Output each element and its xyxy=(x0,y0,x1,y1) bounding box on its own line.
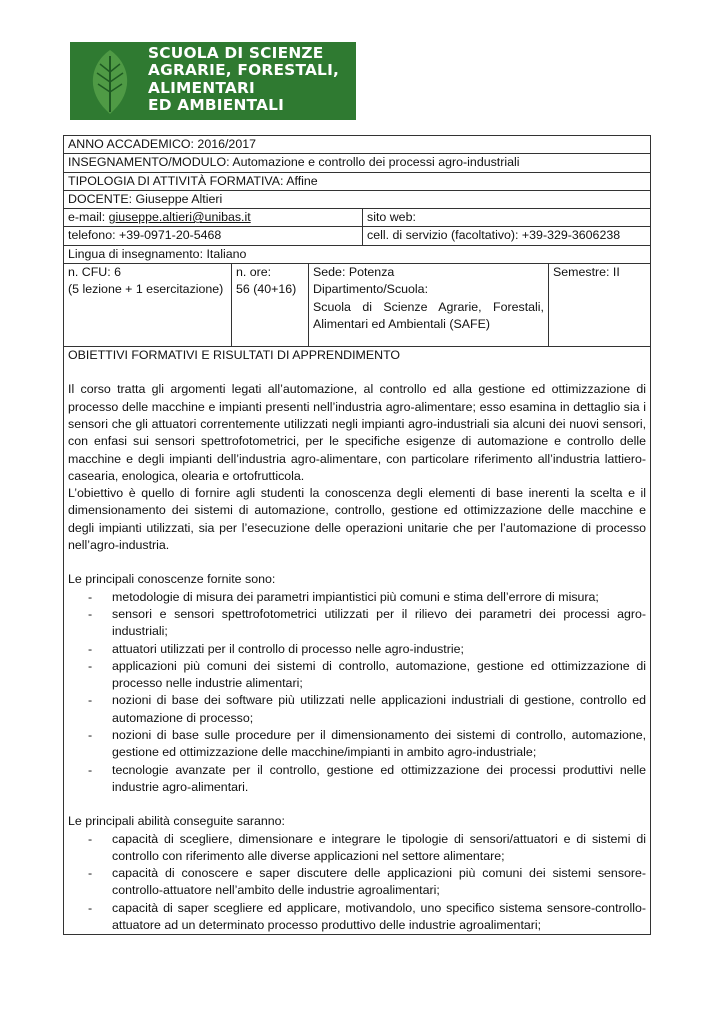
logo-line: SCUOLA DI SCIENZE xyxy=(148,44,324,62)
obiettivi-section xyxy=(64,347,651,935)
list-item: - capacità di scegliere, dimensionare e integrare le tipologie di sensori/attuatori e di sistemi di controllo con riferimento alle diverse applicazioni nel settore alimentare; xyxy=(112,831,646,866)
cfu-cell xyxy=(64,264,232,347)
section-heading: OBIETTIVI FORMATIVI E RISULTATI DI APPRENDIMENTO xyxy=(68,348,401,363)
semestre: Semestre: II xyxy=(549,264,651,347)
sede: Sede: Potenza xyxy=(313,265,395,280)
tipologia: TIPOLOGIA DI ATTIVITÀ FORMATIVA: Affine xyxy=(64,172,651,190)
docente: DOCENTE: Giuseppe Altieri xyxy=(64,190,651,208)
email-label: e-mail: xyxy=(68,210,109,225)
course-info-table xyxy=(63,135,651,935)
scuola: Scuola di Scienze Agrarie, Forestali, Alimentari ed Ambientali (SAFE) xyxy=(313,299,544,331)
dipartimento: Dipartimento/Scuola: xyxy=(313,282,429,297)
list-item: - nozioni di base dei software più utilizzati nelle applicazioni industriali di gestione, controllo ed automazione di processo; xyxy=(112,692,646,727)
list-item: - applicazioni più comuni dei sistemi di controllo, automazione, gestione ed ottimizzazione di processo nelle industrie alimentari; xyxy=(112,658,646,693)
logo-line: ALIMENTARI xyxy=(148,78,255,97)
list-item: - tecnologie avanzate per il controllo, gestione ed ottimizzazione dei processi produttivi nelle industrie agro-alimentari. xyxy=(112,762,646,797)
abilita-list xyxy=(68,831,646,935)
logo-text xyxy=(148,45,339,115)
conoscenze-intro: Le principali conoscenze fornite sono: xyxy=(68,572,276,587)
email-link[interactable]: giuseppe.altieri@unibas.it xyxy=(108,210,251,225)
ore-detail: 56 (40+16) xyxy=(236,282,297,297)
list-item: - nozioni di base sulle procedure per il dimensionamento dei sistemi di controllo, automazione, gestione ed ottimizzazione delle macchine/impianti in ambito agro-industriale; xyxy=(112,727,646,762)
lingua: Lingua di insegnamento: Italiano xyxy=(64,245,651,263)
paragraph: Il corso tratta gli argomenti legati all’automazione, al controllo ed alla gestione ed ottimizzazione di processo delle macchine e impianti presenti nell’industria agro-alimentare; esso esamina in dettaglio sia i sensori che gli attuatori correntemente utilizzati negli impianti agro-industriali sia alcuni dei nuovi sensori, con enfasi sui sensori spettrofotometrici, per le specifiche esigenze di automazione e controllo delle macchine e degli impianti dell’industria agro-alimentare, con particolare riferimento all’industria lattiero-casearia, enologica, olearia e ortofrutticola. xyxy=(68,382,647,483)
sito-web: sito web: xyxy=(363,209,651,227)
ore-cell xyxy=(232,264,309,347)
telefono: telefono: +39-0971-20-5468 xyxy=(64,227,363,245)
cfu-detail: (5 lezione + 1 esercitazione) xyxy=(68,282,224,297)
cfu: n. CFU: 6 xyxy=(68,265,122,280)
list-item: - capacità di conoscere e saper discutere delle applicazioni più comuni dei sistemi sensore-controllo-attuatore nell’ambito delle industrie agroalimentari; xyxy=(112,865,646,900)
conoscenze-list xyxy=(68,589,646,797)
email-cell xyxy=(64,209,363,227)
ore: n. ore: xyxy=(236,265,272,280)
abilita-intro: Le principali abilità conseguite saranno: xyxy=(68,814,285,829)
leaf-icon xyxy=(80,46,140,116)
logo-line: ED AMBIENTALI xyxy=(148,96,285,115)
list-item: - attuatori utilizzati per il controllo di processo nelle agro-industrie; xyxy=(112,641,646,658)
list-item: - sensori e sensori spettrofotometrici utilizzati per il rilievo dei parametri dei processi agro-industriali; xyxy=(112,606,646,641)
sede-cell xyxy=(309,264,549,347)
cellulare: cell. di servizio (facoltativo): +39-329-3606238 xyxy=(363,227,651,245)
anno-accademico: ANNO ACCADEMICO: 2016/2017 xyxy=(64,136,651,154)
list-item: - capacità di saper scegliere ed applicare, motivandolo, uno specifico sistema sensore-controllo-attuatore ad un determinato processo produttivo delle industrie agroalimentari; xyxy=(112,900,646,935)
logo-line: AGRARIE, FORESTALI, xyxy=(148,61,340,80)
paragraph: L’obiettivo è quello di fornire agli studenti la conoscenza degli elementi di base inerenti la scelta e il dimensionamento dei sistemi di automazione, controllo, gestione ed ottimizzazione delle macchine e degli impianti utilizzati, sia per l’esecuzione delle operazioni unitarie che per l’automazione di processo nell’agro-industria. xyxy=(68,486,647,553)
insegnamento: INSEGNAMENTO/MODULO: Automazione e controllo dei processi agro-industriali xyxy=(64,154,651,172)
list-item: - metodologie di misura dei parametri impiantistici più comuni e stima dell’errore di misura; xyxy=(112,589,646,606)
school-logo xyxy=(70,42,356,120)
